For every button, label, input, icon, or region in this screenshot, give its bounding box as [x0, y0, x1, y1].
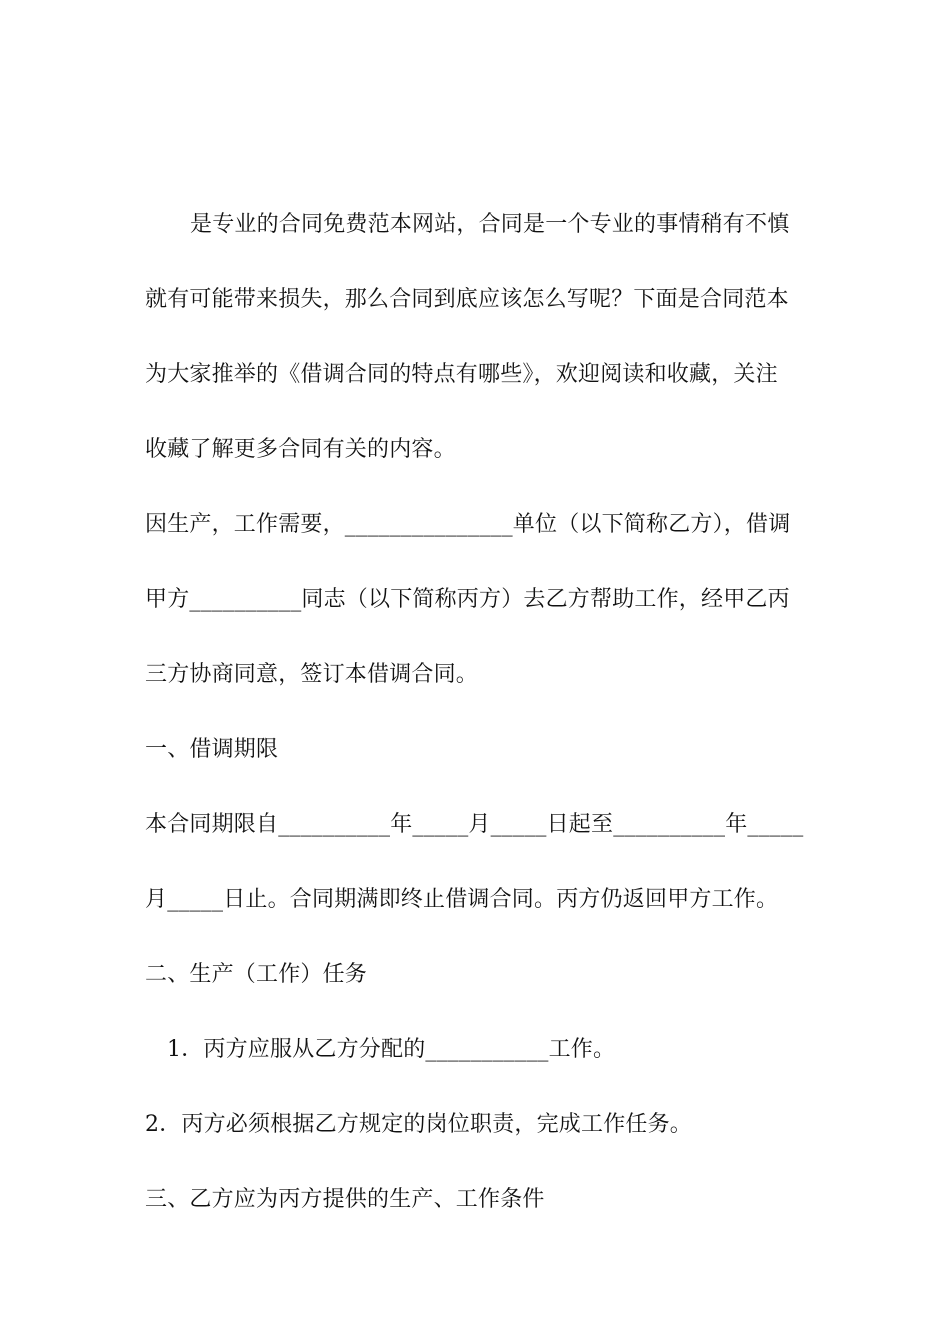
paragraph-preamble-line-3: 三方协商同意，签订本借调合同。 [145, 662, 479, 687]
term-clause-line-1: 本合同期限自__________年_____月_____日起至__________年_____ [145, 812, 804, 837]
paragraph-preamble-line-1: 因生产，工作需要，_______________单位（以下简称乙方），借调 [145, 512, 791, 537]
task-item-1: 1．丙方应服从乙方分配的___________工作。 [167, 1037, 616, 1062]
section-heading-term: 一、借调期限 [145, 737, 279, 762]
paragraph-intro-line-1: 是专业的合同免费范本网站，合同是一个专业的事情稍有不慎 [190, 212, 790, 237]
paragraph-intro-line-3: 为大家推举的《借调合同的特点有哪些》，欢迎阅读和收藏，关注 [145, 362, 778, 387]
paragraph-intro-line-4: 收藏了解更多合同有关的内容。 [145, 437, 456, 462]
term-clause-line-2: 月_____日止。合同期满即终止借调合同。丙方仍返回甲方工作。 [145, 887, 779, 912]
task-item-2: 2．丙方必须根据乙方规定的岗位职责，完成工作任务。 [145, 1112, 692, 1137]
section-heading-conditions: 三、乙方应为丙方提供的生产、工作条件 [145, 1187, 545, 1212]
paragraph-preamble-line-2: 甲方__________同志（以下简称丙方）去乙方帮助工作，经甲乙丙 [145, 587, 790, 612]
paragraph-intro-line-2: 就有可能带来损失，那么合同到底应该怎么写呢？下面是合同范本 [145, 287, 789, 312]
section-heading-tasks: 二、生产（工作）任务 [145, 962, 368, 987]
